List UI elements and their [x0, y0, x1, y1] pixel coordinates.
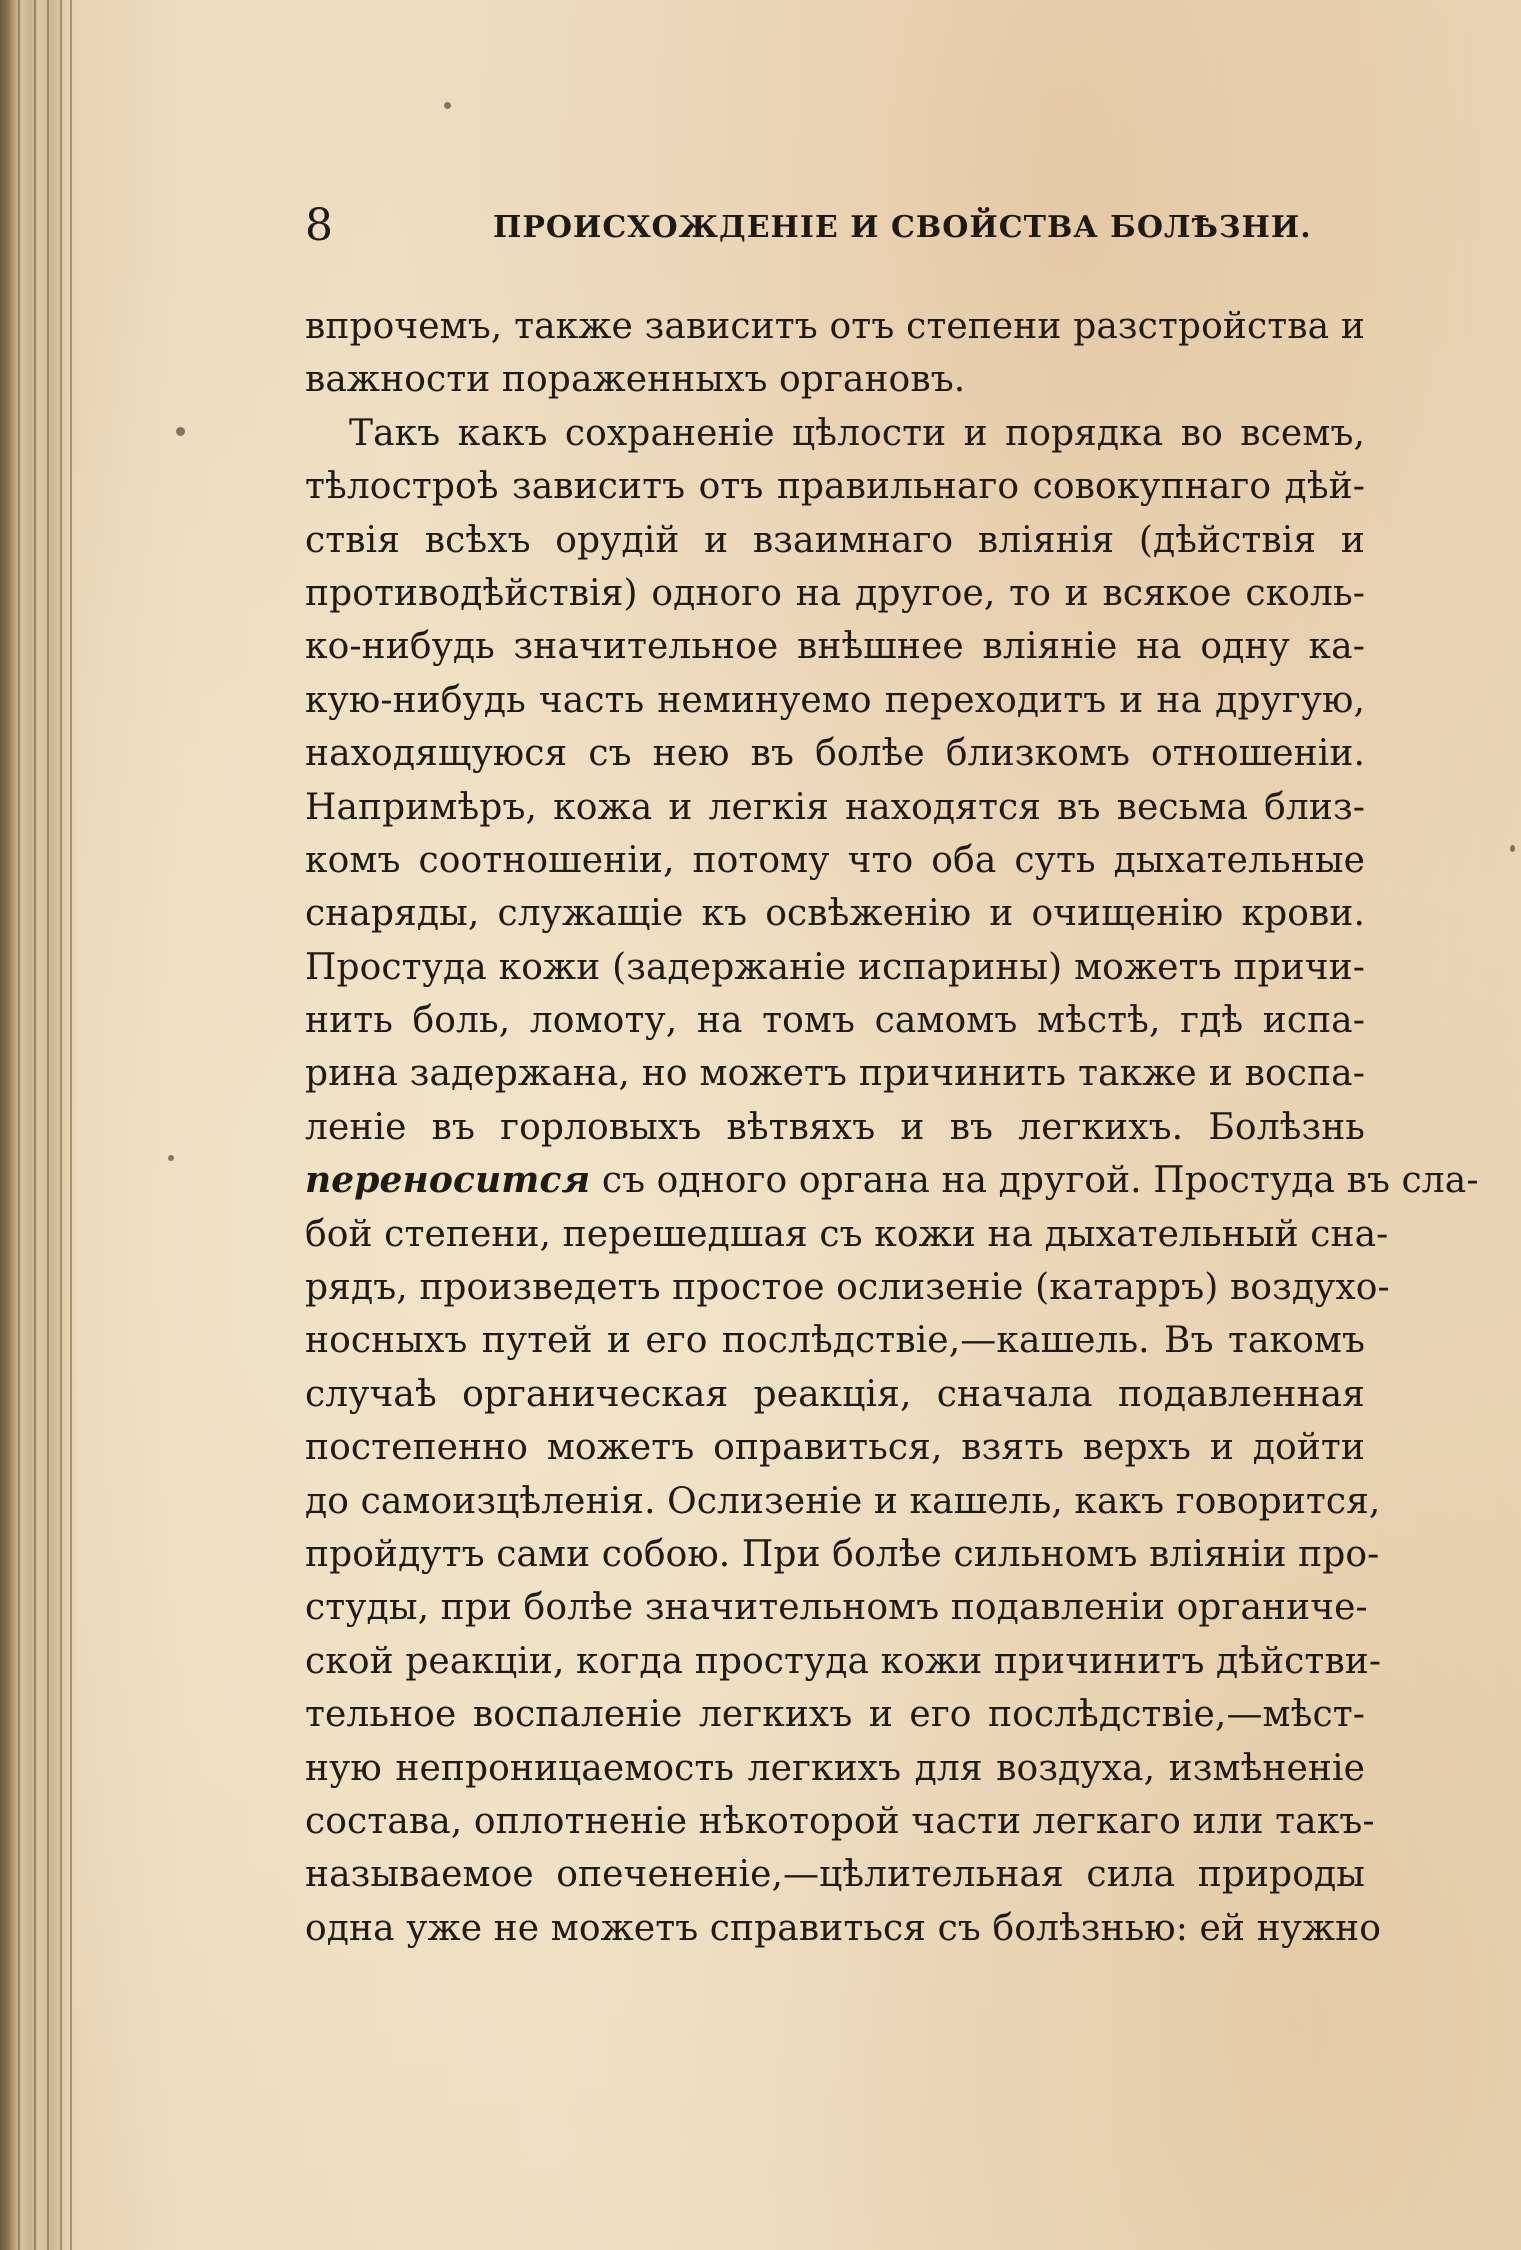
italic-word: переносится	[305, 1159, 591, 1202]
book-binding-edge	[0, 0, 78, 2250]
text-line: ную непроницаемость легкихъ для воздуха, измѣненіе	[305, 1747, 1365, 1789]
text-line: до самоизцѣленія. Ослизеніе и кашель, какъ говорится,	[305, 1480, 1381, 1522]
text-line: кую-нибудь часть неминуемо переходитъ и на другую,	[305, 679, 1365, 721]
binding-line	[47, 0, 49, 2250]
ink-speck	[1510, 845, 1515, 852]
ink-speck	[444, 102, 451, 109]
binding-line	[60, 0, 62, 2250]
text-line: ствія всѣхъ орудій и взаимнаго вліянія (дѣйствія и	[305, 519, 1365, 561]
text-line: ко-нибудь значительное внѣшнее вліяніе на одну ка-	[305, 626, 1365, 668]
binding-line	[18, 0, 20, 2250]
text-line-rest: съ одного органа на другой. Простуда въ сла-	[590, 1160, 1479, 1202]
running-head: ПРОИСХОЖДЕНІЕ И СВОЙСТВА БОЛѢЗНИ.	[493, 210, 1312, 245]
text-line: состава, оплотненіе нѣкоторой части легкаго или такъ-	[305, 1800, 1375, 1842]
text-line: одна уже не можетъ справиться съ болѣзнью: ей нужно	[305, 1907, 1382, 1949]
text-line: ской реакціи, когда простуда кожи причинитъ дѣйстви-	[305, 1640, 1382, 1682]
text-line: впрочемъ, также зависитъ отъ степени разстройства и	[305, 306, 1365, 347]
binding-line	[34, 0, 36, 2250]
text-line: снаряды, служащіе къ освѣженію и очищенію крови.	[305, 893, 1365, 935]
ink-speck	[168, 1155, 174, 1161]
ink-speck	[176, 427, 185, 436]
text-line: носныхъ путей и его послѣдствіе,—кашель. Въ такомъ	[305, 1320, 1365, 1362]
text-line: бой степени, перешедшая съ кожи на дыхательный сна-	[305, 1213, 1389, 1255]
text-line: находящуюся съ нею въ болѣе близкомъ отношеніи.	[305, 733, 1365, 775]
text-line: Простуда кожи (задержаніе испарины) можетъ причи-	[305, 946, 1365, 988]
text-line: Такъ какъ сохраненіе цѣлости и порядка во всемъ,	[349, 412, 1365, 454]
text-line: студы, при болѣе значительномъ подавленіи органиче-	[305, 1587, 1368, 1629]
text-line: важности пораженныхъ органовъ.	[305, 359, 966, 401]
text-line: Напримѣръ, кожа и легкія находятся въ весьма близ-	[305, 786, 1365, 828]
body-text	[305, 300, 1479, 1955]
text-line	[305, 1154, 1479, 1207]
text-line: тѣлостроѣ зависитъ отъ правильнаго совокупнаго дѣй-	[305, 466, 1365, 508]
page-header	[305, 198, 1312, 254]
text-line: комъ соотношеніи, потому что оба суть дыхательные	[305, 839, 1365, 881]
binding-line	[70, 0, 72, 2250]
text-line: постепенно можетъ оправиться, взять верхъ и дойти	[305, 1427, 1365, 1469]
text-line: называемое опечененіе,—цѣлительная сила природы	[305, 1854, 1365, 1896]
text-line: леніе въ горловыхъ вѣтвяхъ и въ легкихъ. Болѣзнь	[305, 1106, 1365, 1148]
text-line: нить боль, ломоту, на томъ самомъ мѣстѣ, гдѣ испа-	[305, 1000, 1365, 1042]
page-number: 8	[305, 200, 333, 251]
text-line: противодѣйствія) одного на другое, то и всякое сколь-	[305, 572, 1365, 614]
text-line: рина задержана, но можетъ причинить также и воспа-	[305, 1053, 1365, 1095]
text-line: случаѣ органическая реакція, сначала подавленная	[305, 1373, 1365, 1415]
text-line: тельное воспаленіе легкихъ и его послѣдствіе,—мѣст-	[305, 1694, 1365, 1736]
text-line: рядъ, произведетъ простое ослизеніе (катарръ) воздухо-	[305, 1267, 1390, 1309]
text-line: пройдутъ сами собою. При болѣе сильномъ вліяніи про-	[305, 1533, 1380, 1575]
